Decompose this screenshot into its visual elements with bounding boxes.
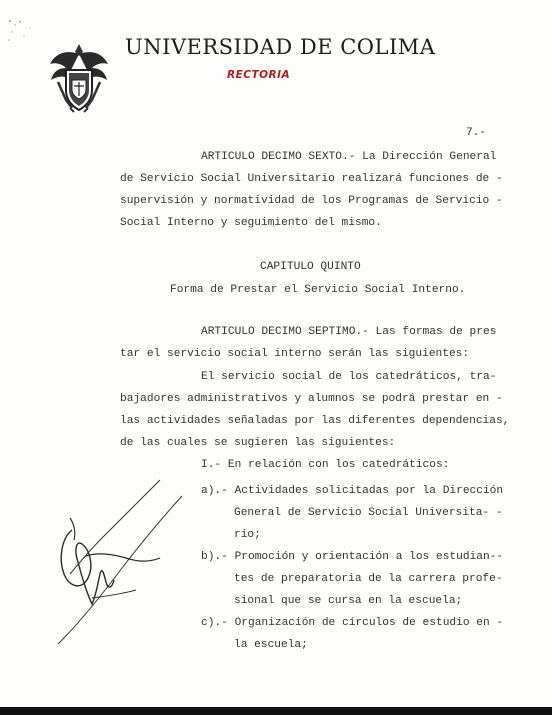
text-line: tar el servicio social interno serán las siguientes: [120, 348, 470, 360]
text-line: supervisión y normatividad de los Programas de Servicio - [120, 195, 503, 207]
text-line: de Servicio Social Universitario realizará funciones de - [120, 173, 503, 185]
text-line: General de Servicio Social Universita- - [234, 507, 503, 519]
text-line: ARTICULO DECIMO SEPTIMO.- Las formas de pres [201, 326, 497, 338]
chapter-subtitle: Forma de Prestar el Servicio Social Interno. [170, 284, 466, 296]
chapter-heading: CAPITULO QUINTO [260, 261, 361, 273]
scan-specks [6, 18, 46, 58]
text-line: de las cuales se sugieren las siguientes: [120, 437, 396, 449]
handwritten-signature [52, 478, 192, 648]
page-number: 7.- [466, 127, 487, 139]
text-line: ARTICULO DECIMO SEXTO.- La Dirección General [201, 151, 497, 163]
text-line: rio; [234, 529, 261, 541]
text-line: tes de preparatoria de la carrera profe- [234, 573, 503, 585]
institution-name: UNIVERSIDAD DE COLIMA [125, 35, 436, 59]
list-item-a: a).- Actividades solicitadas por la Dirección [201, 485, 504, 497]
university-seal-icon [48, 42, 110, 114]
text-line: bajadores administrativos y alumnos se podrá prestar en - [120, 393, 503, 405]
list-item-b: b).- Promoción y orientación a los estudian-- [201, 551, 504, 563]
text-line: las actividades señaladas por las diferentes dependencias, [120, 415, 510, 427]
office-name: RECTORIA [227, 69, 291, 81]
text-line: I.- En relación con los catedráticos: [201, 459, 450, 471]
text-line: El servicio social de los catedráticos, tra- [201, 371, 497, 383]
text-line: sional que se cursa en la escuela; [234, 595, 463, 607]
text-line: Social Interno y seguimiento del mismo. [120, 217, 382, 229]
text-line: la escuela; [234, 639, 308, 651]
list-item-c: c).- Organización de círculos de estudio en - [201, 617, 504, 629]
scan-edge [0, 707, 552, 715]
